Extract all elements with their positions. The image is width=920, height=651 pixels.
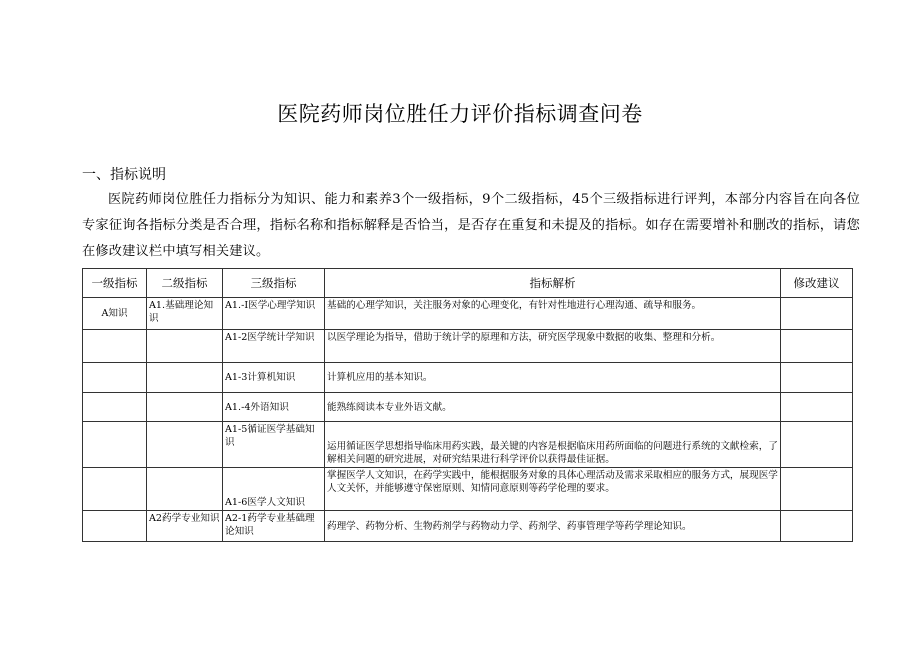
cell-level3: A1-6医学人文知识	[223, 468, 325, 511]
cell-level1: A知识	[83, 298, 147, 330]
cell-suggestion[interactable]	[781, 393, 853, 422]
intro-paragraph: 医院药师岗位胜任力指标分为知识、能力和素养3个一级指标，9个二级指标，45个三级指标进行评判，本部分内容旨在向各位专家征询各指标分类是否合理，指标名称和指标解释是否恰当，是否存在重复和未提及的指标。如存在需要增补和删改的指标，请您在修改建议栏中填写相关建议。	[82, 192, 860, 259]
cell-description: 基础的心理学知识，关注服务对象的心理变化，有针对性地进行心理沟通、疏导和服务。	[325, 298, 781, 330]
cell-level2	[147, 468, 223, 511]
cell-suggestion[interactable]	[781, 511, 853, 542]
cell-level3: A2-1药学专业基础理论知识	[223, 511, 325, 542]
cell-description: 掌握医学人文知识，在药学实践中，能根据服务对象的具体心理活动及需求采取相应的服务方式，展现医学人文关怀，并能够遵守保密原则、知情同意原则等药学伦理的要求。	[325, 468, 781, 511]
cell-suggestion[interactable]	[781, 298, 853, 330]
header-level2: 二级指标	[147, 269, 223, 298]
table-row	[83, 393, 853, 422]
cell-level1	[83, 393, 147, 422]
cell-description: 能熟练阅读本专业外语文献。	[325, 393, 781, 422]
table-row	[83, 511, 853, 542]
cell-level2	[147, 422, 223, 468]
cell-level3: A1-2医学统计学知识	[223, 330, 325, 363]
page-title: 医院药师岗位胜任力评价指标调查问卷	[277, 102, 643, 126]
cell-suggestion[interactable]	[781, 422, 853, 468]
cell-level1	[83, 330, 147, 363]
cell-level1	[83, 511, 147, 542]
indicator-table	[82, 268, 853, 542]
cell-level2: A1.基础理论知识	[147, 298, 223, 330]
cell-level1	[83, 468, 147, 511]
cell-level3: A1-5循证医学基础知识	[223, 422, 325, 468]
table-header-row	[83, 269, 853, 298]
cell-level2	[147, 330, 223, 363]
cell-level3: A1.-I医学心理学知识	[223, 298, 325, 330]
cell-level3: A1-3计算机知识	[223, 363, 325, 393]
table-row	[83, 422, 853, 468]
cell-level2	[147, 393, 223, 422]
cell-suggestion[interactable]	[781, 330, 853, 363]
header-suggestion: 修改建议	[781, 269, 853, 298]
header-level3: 三级指标	[223, 269, 325, 298]
cell-level2: A2药学专业知识	[147, 511, 223, 542]
table-row	[83, 298, 853, 330]
table-row	[83, 468, 853, 511]
section-heading: 一、指标说明	[82, 167, 166, 183]
cell-level2	[147, 363, 223, 393]
table-row	[83, 330, 853, 363]
cell-level1	[83, 363, 147, 393]
cell-description: 计算机应用的基本知识。	[325, 363, 781, 393]
header-level1: 一级指标	[83, 269, 147, 298]
cell-level1	[83, 422, 147, 468]
cell-description: 以医学理论为指导，借助于统计学的原理和方法，研究医学现象中数据的收集、整理和分析。	[325, 330, 781, 363]
cell-description: 药理学、药物分析、生物药剂学与药物动力学、药剂学、药事管理学等药学理论知识。	[325, 511, 781, 542]
cell-suggestion[interactable]	[781, 468, 853, 511]
table-row	[83, 363, 853, 393]
cell-suggestion[interactable]	[781, 363, 853, 393]
cell-description: 运用循证医学思想指导临床用药实践，最关键的内容是根据临床用药所面临的问题进行系统的文献检索，了解相关问题的研究进展，对研究结果进行科学评价以获得最佳证据。	[325, 422, 781, 468]
header-description: 指标解析	[325, 269, 781, 298]
cell-level3: A1.-4外语知识	[223, 393, 325, 422]
